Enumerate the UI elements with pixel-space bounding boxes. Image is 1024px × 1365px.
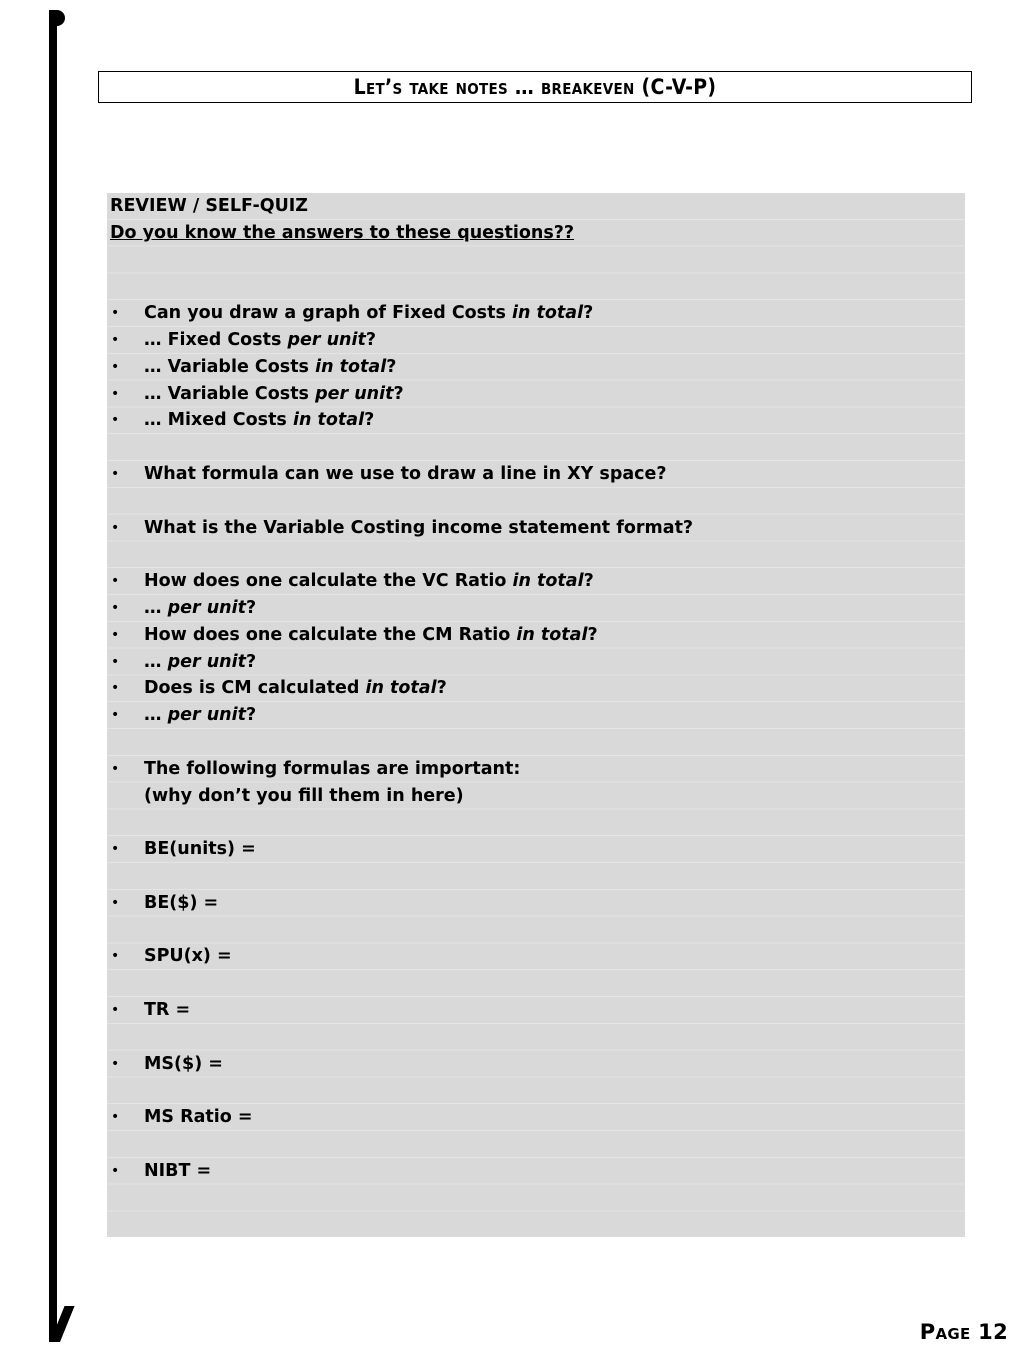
quiz-item	[107, 997, 965, 1024]
bullet-dot-icon: •	[111, 412, 120, 429]
bullet-dot-icon: •	[111, 600, 120, 616]
bullet-dot-icon: •	[111, 305, 120, 322]
margin-bar-top-cap	[49, 10, 65, 26]
margin-bar	[49, 14, 57, 1342]
quiz-item	[107, 407, 965, 434]
quiz-item	[107, 1051, 965, 1078]
quiz-item	[107, 756, 965, 783]
bullet-dot-icon: •	[111, 332, 120, 348]
quiz-item-text: … Mixed Costs in total?	[144, 410, 375, 431]
quiz-item	[107, 300, 965, 327]
quiz-item	[107, 890, 965, 917]
quiz-item-text: Does is CM calculated in total?	[144, 678, 447, 699]
quiz-item	[107, 649, 965, 676]
quiz-item	[107, 622, 965, 649]
bullet-dot-icon: •	[111, 680, 120, 697]
quiz-item	[107, 461, 965, 488]
bullet-dot-icon: •	[111, 466, 120, 482]
bullet-dot-icon: •	[111, 1162, 120, 1179]
quiz-item-text: How does one calculate the VC Ratio in total?	[144, 571, 594, 592]
quiz-item	[107, 836, 965, 863]
bullet-dot-icon: •	[111, 1109, 120, 1126]
quiz-item-text: MS Ratio =	[144, 1107, 253, 1128]
quiz-item	[107, 515, 965, 542]
quiz-item	[107, 568, 965, 595]
bullet-dot-icon: •	[111, 948, 120, 965]
quiz-item-text: BE(units) =	[144, 839, 256, 860]
quiz-item-text: The following formulas are important:	[144, 758, 521, 779]
quiz-item-text: … per unit?	[144, 598, 257, 618]
quiz-item-text: (why don’t you fill them in here)	[144, 785, 464, 806]
quiz-item	[107, 675, 965, 702]
quiz-item-text: BE($) =	[144, 892, 219, 913]
quiz-item-text: SPU(x) =	[144, 946, 232, 967]
bullet-dot-icon: •	[111, 1055, 120, 1072]
quiz-item-text: Can you draw a graph of Fixed Costs in total?	[144, 303, 594, 324]
title-box	[98, 71, 972, 103]
self-quiz-panel	[107, 193, 965, 1237]
quiz-item-text: TR =	[144, 1000, 191, 1020]
bullet-dot-icon: •	[111, 707, 120, 724]
quiz-item-text: … Variable Costs per unit?	[144, 383, 404, 404]
quiz-item-text: What is the Variable Costing income statement format?	[144, 517, 694, 538]
quiz-heading: REVIEW / SELF-QUIZ	[110, 196, 308, 216]
quiz-item-text: … per unit?	[144, 651, 257, 672]
page-title: Let’s take notes … breakeven (C-V-P)	[353, 75, 717, 99]
quiz-item-text: … Fixed Costs per unit?	[144, 330, 377, 350]
quiz-subheading: Do you know the answers to these questions??	[110, 222, 575, 243]
quiz-item-text: … per unit?	[144, 705, 257, 726]
bullet-dot-icon: •	[111, 573, 120, 590]
page-number: Page 12	[919, 1320, 1008, 1344]
quiz-item-text: … Variable Costs in total?	[144, 356, 397, 377]
quiz-item	[107, 595, 965, 622]
quiz-item	[107, 354, 965, 381]
bullet-dot-icon: •	[111, 841, 120, 858]
bullet-dot-icon: •	[111, 1002, 120, 1018]
quiz-item-text: NIBT =	[144, 1160, 212, 1181]
quiz-item	[107, 783, 965, 810]
quiz-item-text: How does one calculate the CM Ratio in total?	[144, 624, 598, 645]
quiz-subheading-row	[107, 220, 965, 247]
bullet-dot-icon: •	[111, 894, 120, 911]
bullet-dot-icon: •	[111, 519, 120, 536]
bullet-dot-icon: •	[111, 760, 120, 777]
quiz-item	[107, 943, 965, 970]
quiz-item	[107, 327, 965, 354]
quiz-item	[107, 1104, 965, 1131]
quiz-item	[107, 1158, 965, 1185]
bullet-dot-icon: •	[111, 626, 120, 643]
bullet-dot-icon: •	[111, 358, 120, 375]
bullet-dot-icon: •	[111, 653, 120, 670]
quiz-item-text: What formula can we use to draw a line in XY space?	[144, 464, 667, 484]
quiz-item	[107, 381, 965, 408]
bullet-dot-icon: •	[111, 385, 120, 402]
quiz-item-text: MS($) =	[144, 1053, 223, 1074]
quiz-heading-row	[107, 193, 965, 220]
quiz-item	[107, 702, 965, 729]
